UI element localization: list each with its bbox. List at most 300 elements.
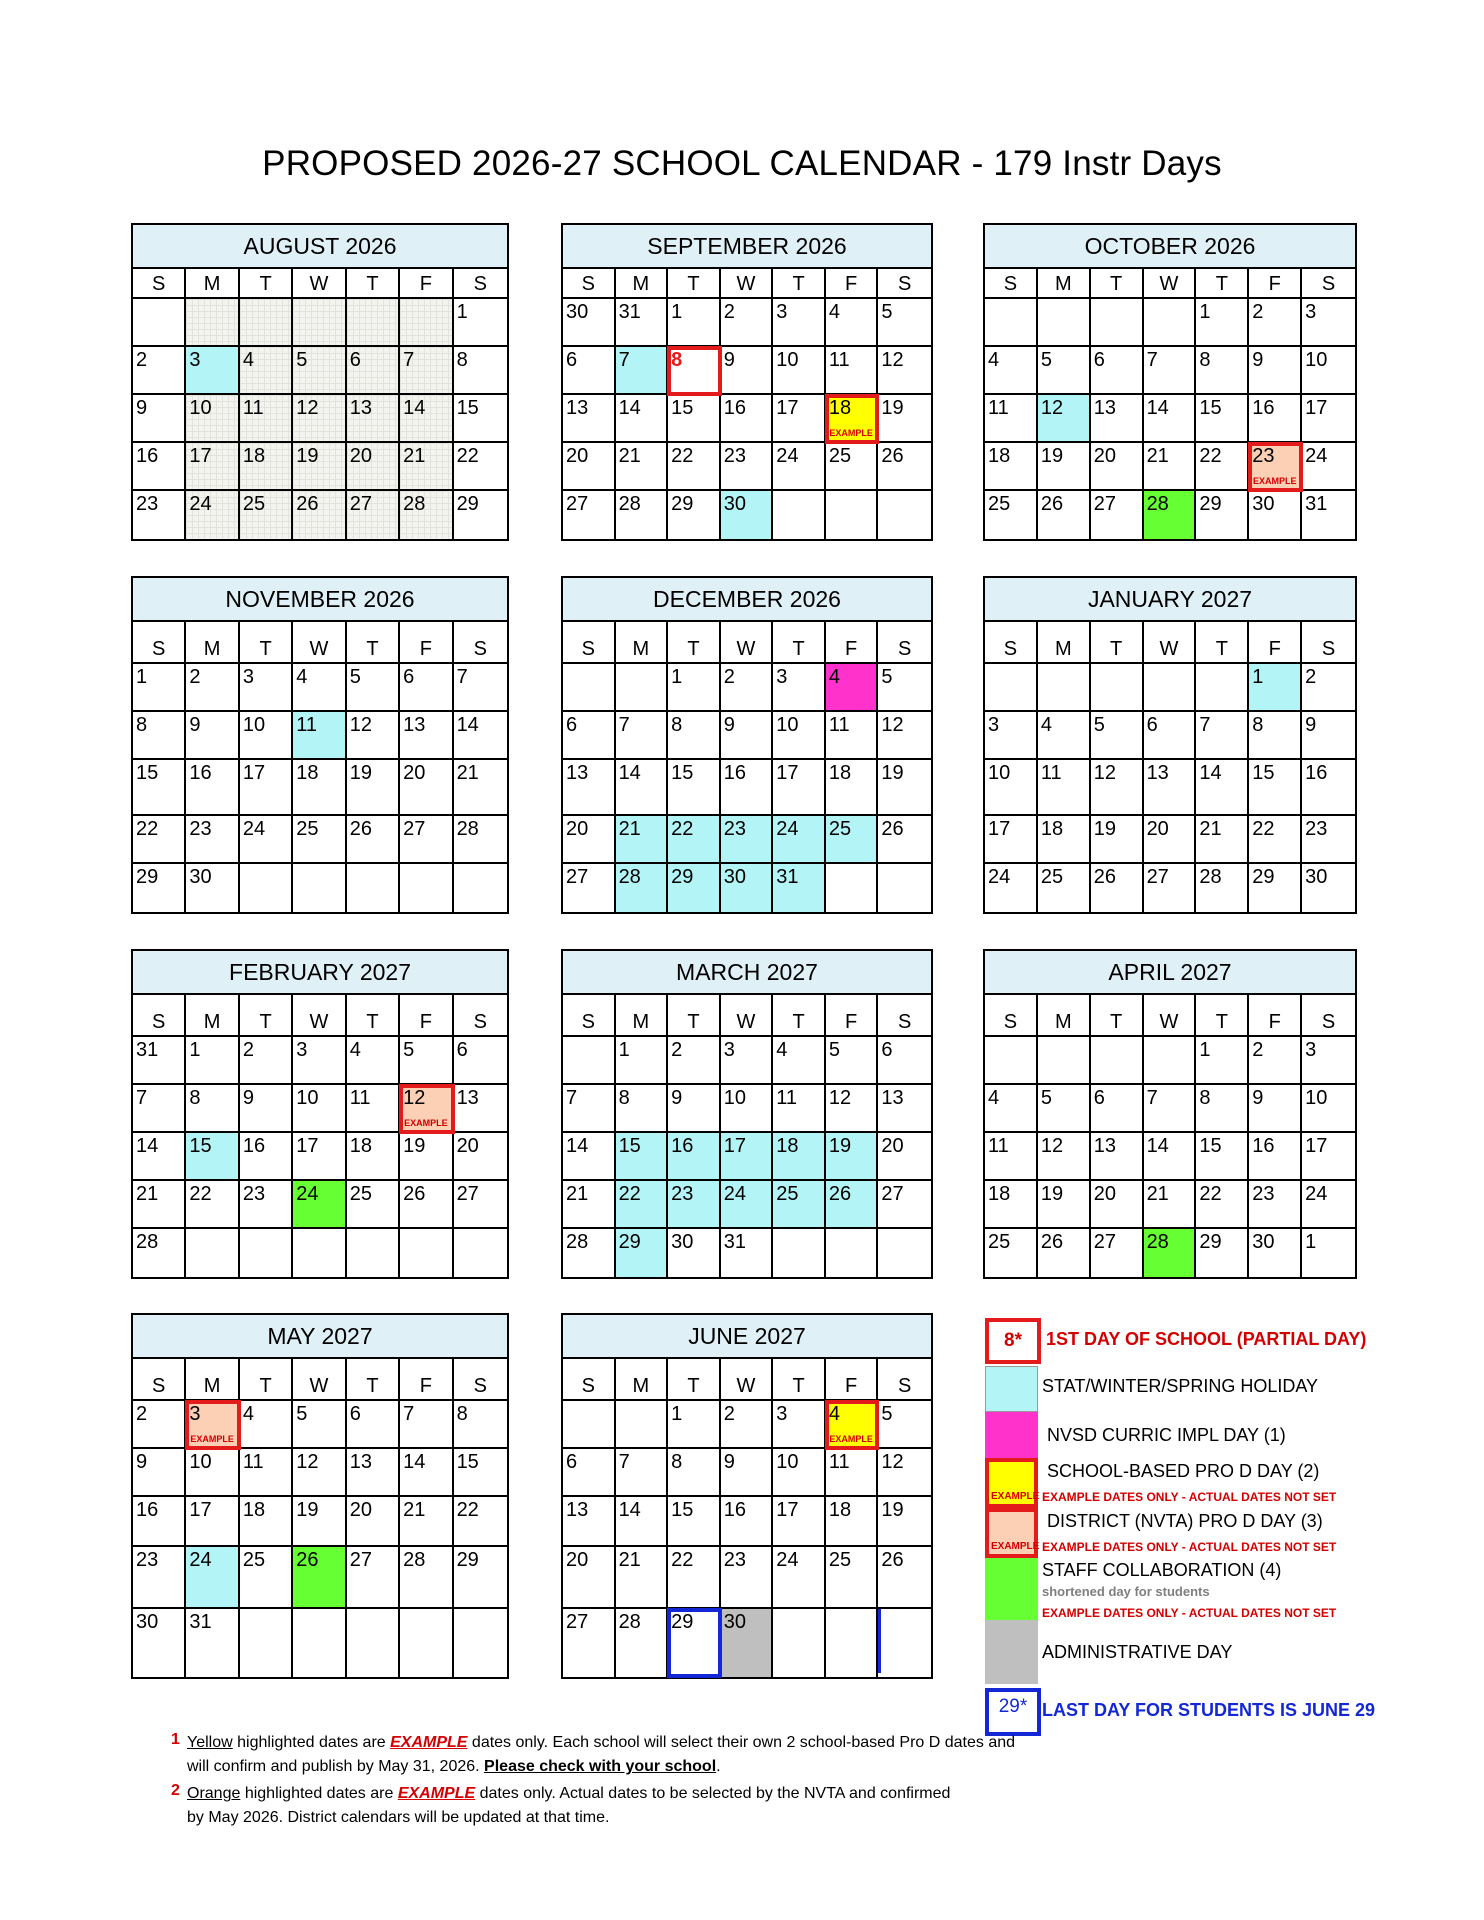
day-number: 6 [456,1039,468,1061]
day-number: 11 [242,1451,264,1473]
weekday-label: W [1144,995,1197,1037]
weekday-label: F [400,1359,453,1401]
day-cell [563,299,616,347]
day-number: 21 [456,762,479,784]
day-number: 21 [566,1183,589,1205]
day-cell [878,491,931,539]
day-number: 16 [136,445,159,467]
day-number: 23 [723,445,746,467]
day-number: 18 [242,1499,266,1521]
calendar-november-2026 [131,576,509,914]
day-cell [773,1229,826,1277]
weekday-label: F [826,269,879,299]
day-number: 13 [566,397,589,419]
day-number: 17 [1305,1135,1328,1157]
day-number: 11 [988,397,1009,419]
day-number: 29 [671,1611,694,1633]
day-cell-summer [293,395,346,443]
day-number: 16 [723,762,746,784]
day-cell [240,712,293,760]
day-number: 23 [723,1549,746,1571]
legend-district-pro-d-label: DISTRICT (NVTA) PRO D DAY (3) [1047,1511,1323,1531]
day-cell [133,1449,186,1497]
day-cell [563,1037,616,1085]
day-cell [721,443,774,491]
day-number: 15 [618,1135,641,1157]
day-cell [186,1449,239,1497]
day-number: 25 [828,818,852,840]
weekday-label: F [1249,269,1302,299]
day-cell [293,1037,346,1085]
day-cell [454,299,507,347]
day-number: 12 [296,1451,319,1473]
day-cell [454,664,507,712]
day-cell [563,1181,616,1229]
weekday-label: S [563,995,616,1037]
day-number: 22 [671,818,694,840]
day-number: 30 [136,1611,159,1633]
weekday-label: W [721,269,774,299]
calendar-december-2026 [561,576,933,914]
day-cell [563,1497,616,1547]
day-cell [1038,712,1091,760]
day-number: 7 [1146,1087,1158,1109]
day-cell [400,1609,453,1677]
day-number: 4 [1040,714,1052,736]
day-number: 23 [242,1183,266,1205]
day-number: 21 [618,445,641,467]
day-number: 28 [1199,866,1222,888]
day-number: 2 [189,666,201,688]
day-cell [454,1497,507,1547]
day-number: 3 [1305,1039,1317,1061]
day-cell [133,299,186,347]
weekday-label: T [1196,995,1249,1037]
day-number: 1 [1199,1039,1211,1061]
day-cell-summer [186,491,239,539]
day-cell [347,1609,400,1677]
day-cell [133,1181,186,1229]
day-number: 17 [776,762,799,784]
month-title: DECEMBER 2026 [563,578,931,622]
day-cell [293,1497,346,1547]
day-cell [1144,299,1197,347]
day-number: 31 [1305,493,1328,515]
weekday-label: T [773,995,826,1037]
day-cell [721,1497,774,1547]
day-number: 21 [1146,1183,1169,1205]
footnote-2-example: EXAMPLE [397,1785,476,1802]
day-cell [133,491,186,539]
day-cell [454,1401,507,1449]
day-cell [1302,712,1355,760]
month-grid [133,1359,507,1677]
day-number: 1 [671,666,683,688]
month-title: AUGUST 2026 [133,225,507,269]
day-number: 30 [1252,1231,1275,1253]
day-cell [1144,347,1197,395]
day-cell [985,299,1038,347]
day-number: 26 [881,445,904,467]
day-cell [1091,1085,1144,1133]
day-cell [186,712,239,760]
weekday-label: M [186,1359,239,1401]
day-number: 25 [776,1183,799,1205]
day-cell-holiday [721,1133,774,1181]
weekday-label: S [878,269,931,299]
day-number: 5 [1040,349,1052,371]
day-number: 25 [1040,866,1064,888]
day-cell-holiday [1038,395,1091,443]
legend-admin-swatch [985,1620,1038,1684]
day-number: 6 [349,1403,361,1425]
day-number: 3 [776,301,788,323]
day-cell [1091,816,1144,864]
day-number: 22 [136,818,159,840]
month-grid [133,269,507,539]
day-number: 9 [1305,714,1317,736]
day-cell [293,1609,346,1677]
day-number: 12 [349,714,372,736]
weekday-label: W [293,622,346,664]
month-grid [563,622,931,912]
day-cell [721,1401,774,1449]
day-number: 25 [828,1549,852,1571]
day-cell [400,760,453,816]
day-cell [293,864,346,912]
day-number: 6 [349,349,361,371]
day-cell [133,760,186,816]
legend-first-day-label: 1ST DAY OF SCHOOL (PARTIAL DAY) [1046,1329,1367,1349]
day-number: 31 [189,1611,212,1633]
day-cell [563,1085,616,1133]
day-cell-holiday [773,1133,826,1181]
day-cell [293,1449,346,1497]
weekday-label: S [985,995,1038,1037]
day-cell [878,864,931,912]
day-cell [454,760,507,816]
day-cell [186,664,239,712]
weekday-label: T [240,622,293,664]
day-cell [293,1085,346,1133]
day-cell [347,1085,400,1133]
day-cell [133,1497,186,1547]
day-number: 24 [776,445,799,467]
day-cell [826,443,879,491]
day-number: 9 [671,1087,683,1109]
weekday-label: W [721,1359,774,1401]
day-cell [721,1229,774,1277]
day-cell [668,1401,721,1449]
example-tag: EXAMPLE [829,428,873,438]
day-number: 12 [881,714,904,736]
day-number: 17 [988,818,1011,840]
day-number: 28 [403,493,426,515]
day-number: 7 [456,666,468,688]
day-cell [454,491,507,539]
day-number: 7 [618,714,630,736]
day-cell [454,864,507,912]
day-number: 16 [242,1135,266,1157]
day-number: 9 [242,1087,254,1109]
day-cell-district-pro-d [400,1085,453,1133]
legend-last-day-swatch [985,1688,1041,1736]
day-cell [826,1547,879,1609]
day-number: 28 [618,866,641,888]
day-number: 14 [1146,397,1169,419]
day-cell [454,395,507,443]
day-cell-holiday [721,491,774,539]
day-cell [133,816,186,864]
day-cell [563,712,616,760]
day-cell-holiday [721,1181,774,1229]
day-cell [563,760,616,816]
day-cell-summer [400,491,453,539]
day-cell [240,664,293,712]
day-cell [563,1401,616,1449]
day-number: 10 [988,762,1011,784]
day-number: 22 [1199,445,1222,467]
day-cell [668,1449,721,1497]
footnote-1 [187,1731,1017,1779]
day-number: 17 [1305,397,1328,419]
day-cell [240,760,293,816]
day-number: 20 [881,1135,904,1157]
day-cell [1144,712,1197,760]
day-cell [293,816,346,864]
day-number: 27 [456,1183,479,1205]
day-number: 13 [566,762,589,784]
legend-holiday-swatch [985,1366,1038,1412]
day-number: 26 [1040,493,1064,515]
day-cell [1302,491,1355,539]
month-grid [133,995,507,1277]
day-number: 19 [349,762,372,784]
calendar-april-2027 [983,949,1357,1279]
weekday-label: T [347,269,400,299]
weekday-label: S [1302,622,1355,664]
day-number: 13 [349,1451,372,1473]
day-cell [293,760,346,816]
day-cell [186,1181,239,1229]
weekday-label: F [1249,995,1302,1037]
day-number: 27 [1093,493,1116,515]
day-number: 17 [296,1135,319,1157]
day-number: 9 [1252,349,1264,371]
day-cell-last-day [668,1609,721,1677]
day-number: 23 [136,493,159,515]
day-cell-district-pro-d [186,1401,239,1449]
day-cell [1091,1037,1144,1085]
weekday-label: T [668,1359,721,1401]
day-cell [400,712,453,760]
day-cell [1038,491,1091,539]
day-number: 12 [1040,397,1064,419]
day-number: 16 [189,762,212,784]
day-cell [878,712,931,760]
weekday-label: S [133,269,186,299]
calendar-june-2027 [561,1313,933,1679]
day-cell [1091,395,1144,443]
day-number: 20 [349,1499,372,1521]
day-cell [1038,864,1091,912]
day-cell [1249,1037,1302,1085]
weekday-label: M [186,269,239,299]
day-number: 10 [242,714,266,736]
day-cell [826,1085,879,1133]
day-cell [133,1133,186,1181]
day-number: 4 [828,1403,840,1425]
day-cell [878,395,931,443]
weekday-label: F [826,1359,879,1401]
day-cell [1038,1037,1091,1085]
day-number: 5 [403,1039,415,1061]
day-cell [400,1133,453,1181]
day-number: 11 [828,349,850,371]
day-cell [721,299,774,347]
day-cell [1038,443,1091,491]
day-cell [1091,1133,1144,1181]
day-number: 11 [1040,762,1062,784]
weekday-label: W [293,269,346,299]
day-cell [1196,760,1249,816]
day-cell-holiday [616,347,669,395]
footnote-1-example: EXAMPLE [390,1734,468,1751]
day-number: 2 [136,349,148,371]
day-cell [400,1181,453,1229]
day-number: 14 [1199,762,1222,784]
weekday-label: M [616,269,669,299]
day-number: 28 [456,818,479,840]
legend-first-day-swatch [985,1318,1041,1364]
day-cell [616,1037,669,1085]
day-cell-summer [240,443,293,491]
day-number: 27 [566,493,589,515]
weekday-label: S [454,995,507,1037]
day-cell-holiday [773,864,826,912]
day-cell [133,1401,186,1449]
day-number: 24 [776,1549,799,1571]
day-number: 14 [136,1135,159,1157]
day-number: 6 [403,666,415,688]
day-number: 14 [403,1451,426,1473]
weekday-label: S [133,995,186,1037]
month-grid [985,622,1355,912]
day-number: 28 [618,493,641,515]
day-cell [563,443,616,491]
day-cell [1196,491,1249,539]
day-cell [826,347,879,395]
day-cell [133,1229,186,1277]
month-title: MAY 2027 [133,1315,507,1359]
day-cell [1196,299,1249,347]
day-number: 21 [1146,445,1169,467]
day-number: 5 [1040,1087,1052,1109]
day-number: 1 [618,1039,630,1061]
legend-school-pro-d-note: EXAMPLE DATES ONLY - ACTUAL DATES NOT SET [1042,1490,1337,1504]
day-number: 15 [456,397,479,419]
footnote-1-check: Please check with your school [484,1758,717,1775]
day-cell [347,1401,400,1449]
day-number: 21 [136,1183,159,1205]
day-cell [773,443,826,491]
day-cell-holiday [826,1181,879,1229]
day-number: 14 [618,762,641,784]
day-number: 16 [1252,397,1275,419]
day-cell [1144,1181,1197,1229]
day-number: 8 [456,1403,468,1425]
day-number: 29 [136,866,159,888]
day-number: 10 [296,1087,319,1109]
day-cell [240,1229,293,1277]
day-number: 16 [136,1499,159,1521]
day-cell [563,1449,616,1497]
day-cell [878,443,931,491]
day-number: 10 [189,1451,212,1473]
day-number: 20 [456,1135,479,1157]
day-cell [293,1133,346,1181]
day-cell [563,664,616,712]
day-number: 23 [723,818,746,840]
day-number: 18 [828,1499,852,1521]
day-number: 22 [671,445,694,467]
day-cell [616,395,669,443]
day-number: 27 [349,493,372,515]
day-cell [347,816,400,864]
day-number: 5 [296,1403,308,1425]
day-cell [1249,864,1302,912]
day-number: 30 [723,1611,746,1633]
day-cell-admin [721,1609,774,1677]
day-cell-school-pro-d [826,395,879,443]
day-number: 18 [776,1135,799,1157]
day-cell [240,1449,293,1497]
day-cell [721,1547,774,1609]
month-title: NOVEMBER 2026 [133,578,507,622]
weekday-label: T [668,269,721,299]
day-number: 26 [349,818,372,840]
day-cell [826,1609,879,1677]
day-number: 8 [1199,349,1211,371]
day-number: 3 [723,1039,735,1061]
calendar-january-2027 [983,576,1357,914]
day-cell-holiday [616,816,669,864]
day-number: 30 [189,866,212,888]
day-cell [563,395,616,443]
day-number: 21 [403,445,426,467]
day-number: 3 [988,714,1000,736]
day-cell-holiday [293,712,346,760]
day-cell [721,664,774,712]
day-number: 19 [1093,818,1116,840]
example-tag: EXAMPLE [190,1434,234,1444]
day-number: 12 [403,1087,426,1109]
day-number: 5 [881,666,893,688]
day-cell-summer [293,443,346,491]
day-cell [1302,1133,1355,1181]
weekday-label: F [1249,622,1302,664]
day-number: 12 [296,397,319,419]
day-cell-summer [400,347,453,395]
day-cell [826,760,879,816]
legend-school-pro-d-swatch [985,1458,1038,1508]
day-number: 26 [881,1549,904,1571]
day-cell [985,712,1038,760]
day-number: 5 [881,301,893,323]
day-cell-collab [293,1181,346,1229]
day-number: 14 [1146,1135,1169,1157]
day-cell [133,712,186,760]
